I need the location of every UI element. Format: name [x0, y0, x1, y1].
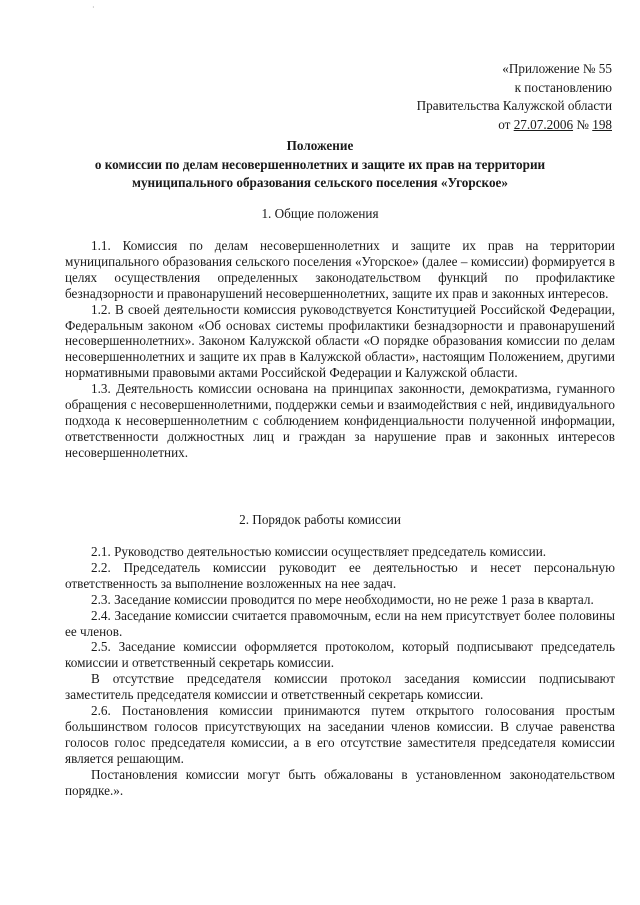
appendix-number: 198 [592, 116, 612, 132]
paragraph-2-3: 2.3. Заседание комиссии проводится по мере необходимости, но не реже 1 раза в квартал. [91, 591, 594, 607]
appendix-number-prefix: № [573, 116, 593, 132]
paragraph-2-6: 2.6. Постановления комиссии принимаются путем открытого голосования простым большинством голосов присутствующих на заседании членов комиссии. В случае равенства голосов голос председателя комиссии, а в его отсутствие заместителя председателя комиссии является решающим. [65, 703, 615, 766]
section-1-body [65, 238, 615, 461]
title-line-2: о комиссии по делам несовершеннолетних и защите их прав на территории [94, 156, 546, 172]
appendix-line-4 [417, 116, 612, 135]
appendix-date-prefix: от [498, 116, 514, 132]
section-1-heading: 1. Общие положения [261, 206, 379, 221]
section-2-heading: 2. Порядок работы комиссии [239, 512, 401, 527]
paragraph-1-3: 1.3. Деятельность комиссии основана на принципах законности, демократизма, гуманного обращения с несовершеннолетними, поддержки семьи и взаимодействия с ней, индивидуального подхода к несовершеннолетним с соблюдением конфиденциальности полученной информации, ответственности должностных лиц и граждан за нарушение прав и законных интересов несовершеннолетних. [65, 381, 615, 460]
document-title [60, 137, 580, 193]
paragraph-2-6-note: Постановления комиссии могут быть обжалованы в установленном законодательством порядке.». [65, 766, 615, 798]
paragraph-2-5-note: В отсутствие председателя комиссии протокол заседания комиссии подписывают заместитель председателя комиссии и ответственный секретарь комиссии. [65, 671, 615, 703]
title-line-3: муниципального образования сельского поселения «Угорское» [131, 175, 509, 190]
appendix-header [417, 60, 612, 134]
title-line-1: Положение [286, 138, 354, 153]
paragraph-2-4: 2.4. Заседание комиссии считается правомочным, если на нем присутствует более половины ее членов. [65, 607, 615, 639]
appendix-line-3: Правительства Калужской области [416, 98, 612, 113]
paragraph-1-1: 1.1. Комиссия по делам несовершеннолетних и защите их прав на территории муниципального образования сельского поселения «Угорское» (далее – комиссии) формируется в целях осуществления определенных законодательством функций по профилактике безнадзорности и правонарушений несовершеннолетних, защите их прав и законных интересов. [65, 238, 615, 301]
appendix-line-2: к постановлению [514, 79, 612, 95]
scan-mark: · [92, 3, 95, 12]
section-2-body [65, 544, 615, 799]
paragraph-2-1: 2.1. Руководство деятельностью комиссии осуществляет председатель комиссии. [91, 544, 547, 559]
paragraph-2-5: 2.5. Заседание комиссии оформляется протоколом, который подписывают председатель комиссии и ответственный секретарь комиссии. [65, 639, 615, 671]
appendix-line-1: «Приложение № 55 [502, 61, 612, 76]
paragraph-2-2: 2.2. Председатель комиссии руководит ее деятельностью и несет персональную ответственность за выполнение возложенных на нее задач. [65, 559, 615, 591]
paragraph-1-2: 1.2. В своей деятельности комиссия руководствуется Конституцией Российской Федерации, Федеральным законом «Об основах системы профилактики безнадзорности и правонарушений несовершеннолетних». Законом Калужской области «О порядке образования комиссии по делам несовершеннолетних и защите их прав в Калужской области», настоящим Положением, другими нормативными правовыми актами Российской Федерации и Калужской области. [65, 301, 615, 381]
appendix-date: 27.07.2006 [513, 116, 574, 132]
